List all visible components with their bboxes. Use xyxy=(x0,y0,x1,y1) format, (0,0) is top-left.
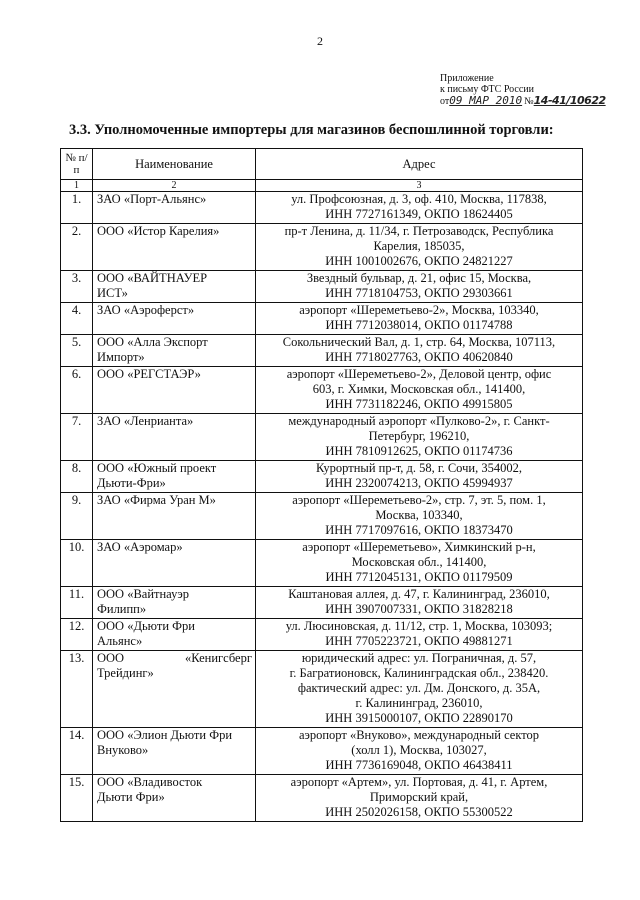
table-row xyxy=(61,540,583,587)
address-line: ИНН 3915000107, ОКПО 22890170 xyxy=(325,711,513,725)
table-row xyxy=(61,619,583,651)
table-row xyxy=(61,461,583,493)
address-line: Московская обл., 141400, xyxy=(351,555,487,569)
row-number: 4. xyxy=(61,303,93,335)
address-line: ИНН 1001002676, ОКПО 24821227 xyxy=(325,254,513,268)
address-line: Приморский край, xyxy=(369,790,469,804)
row-number: 10. xyxy=(61,540,93,587)
row-name xyxy=(93,619,256,651)
importers-table xyxy=(60,148,583,822)
name-line: ООО «РЕГСТАЭР» xyxy=(97,367,201,381)
name-line: Дьюти Фри» xyxy=(97,790,165,804)
address-line: юридический адрес: ул. Пограничная, д. 57, xyxy=(301,651,537,665)
name-line: ИСТ» xyxy=(97,286,128,300)
row-number: 6. xyxy=(61,367,93,414)
name-line: ООО «Вайтнауэр xyxy=(97,587,189,601)
address-line: 603, г. Химки, Московская обл., 141400, xyxy=(312,382,526,396)
address-line: Звездный бульвар, д. 21, офис 15, Москва, xyxy=(306,271,532,285)
appendix-reference xyxy=(440,95,606,107)
name-line: ООО «Дьюти Фри xyxy=(97,619,195,633)
address-line: ИНН 2502026158, ОКПО 55300522 xyxy=(325,805,513,819)
address-line: ул. Люсиновская, д. 11/12, стр. 1, Москва, 103093; xyxy=(285,619,553,633)
row-address xyxy=(256,775,583,822)
name-line: ООО «Элион Дьюти Фри xyxy=(97,728,233,742)
row-name xyxy=(93,540,256,587)
row-number: 1. xyxy=(61,192,93,224)
row-number: 15. xyxy=(61,775,93,822)
row-number: 12. xyxy=(61,619,93,651)
address-line: Петербург, 196210, xyxy=(368,429,470,443)
row-number: 7. xyxy=(61,414,93,461)
address-line: фактический адрес: ул. Дм. Донского, д. 35А, xyxy=(297,681,541,695)
table-row xyxy=(61,728,583,775)
address-line: ИНН 7712045131, ОКПО 01179509 xyxy=(325,570,513,584)
address-line: ИНН 3907007331, ОКПО 31828218 xyxy=(325,602,513,616)
address-line: международный аэропорт «Пулково-2», г. Санкт- xyxy=(288,414,550,428)
row-name xyxy=(93,192,256,224)
address-line: аэропорт «Шереметьево-2», Деловой центр, офис xyxy=(286,367,552,381)
address-line: ИНН 7712038014, ОКПО 01174788 xyxy=(325,318,513,332)
row-address xyxy=(256,224,583,271)
address-line: г. Калининград, 236010, xyxy=(355,696,483,710)
name-line: ЗАО «Порт-Альянс» xyxy=(97,192,207,206)
row-name xyxy=(93,461,256,493)
address-line: ИНН 7717097616, ОКПО 18373470 xyxy=(325,523,513,537)
from-label: от xyxy=(440,96,450,107)
row-address xyxy=(256,335,583,367)
address-line: пр-т Ленина, д. 11/34, г. Петрозаводск, Республика xyxy=(284,224,554,238)
address-line: ИНН 7810912625, ОКПО 01174736 xyxy=(325,444,513,458)
number-label: № xyxy=(524,96,534,107)
address-line: ул. Профсоюзная, д. 3, оф. 410, Москва, 117838, xyxy=(291,192,547,206)
name-word: «Кенигсберг xyxy=(185,651,252,665)
column-number-row xyxy=(61,180,583,192)
table-row xyxy=(61,271,583,303)
row-address xyxy=(256,728,583,775)
appendix-letter: к письму ФТС России xyxy=(440,84,534,95)
address-line: ИНН 7718027763, ОКПО 40620840 xyxy=(325,350,513,364)
letter-date: 09 МАР 2010 xyxy=(449,94,523,107)
row-address xyxy=(256,587,583,619)
row-address xyxy=(256,367,583,414)
appendix-title: Приложение xyxy=(440,73,494,84)
table-row xyxy=(61,775,583,822)
address-line: Курортный пр-т, д. 58, г. Сочи, 354002, xyxy=(316,461,522,475)
appendix-block xyxy=(440,73,606,107)
row-name xyxy=(93,271,256,303)
row-number: 2. xyxy=(61,224,93,271)
row-name xyxy=(93,728,256,775)
row-name xyxy=(93,367,256,414)
address-line: аэропорт «Шереметьево-2», стр. 7, эт. 5, пом. 1, xyxy=(292,493,546,507)
address-line: ИНН 2320074213, ОКПО 45994937 xyxy=(325,476,513,490)
address-line: ИНН 7736169048, ОКПО 46438411 xyxy=(325,758,513,772)
name-line: ООО «Владивосток xyxy=(97,775,203,789)
address-line: Каштановая аллея, д. 47, г. Калининград, 236010, xyxy=(288,587,550,601)
name-line: Трейдинг» xyxy=(97,666,154,680)
name-line: ЗАО «Фирма Уран М» xyxy=(97,493,216,507)
row-number: 11. xyxy=(61,587,93,619)
column-number: 1 xyxy=(61,180,93,192)
address-line: Карелия, 185035, xyxy=(373,239,465,253)
name-word: ООО xyxy=(97,651,125,665)
table-row xyxy=(61,414,583,461)
row-address xyxy=(256,493,583,540)
name-line: ЗАО «Аэроферст» xyxy=(97,303,195,317)
address-line: аэропорт «Шереметьево-2», Москва, 103340, xyxy=(299,303,539,317)
address-line: ИНН 7718104753, ОКПО 29303661 xyxy=(325,286,513,300)
name-line xyxy=(97,651,252,666)
address-line: ИНН 7727161349, ОКПО 18624405 xyxy=(325,207,513,221)
row-address xyxy=(256,414,583,461)
row-name xyxy=(93,651,256,728)
table-row xyxy=(61,192,583,224)
row-address xyxy=(256,192,583,224)
name-line: ООО «ВАЙТНАУЕР xyxy=(97,271,208,285)
row-address xyxy=(256,461,583,493)
column-number: 3 xyxy=(256,180,583,192)
row-number: 5. xyxy=(61,335,93,367)
table-row xyxy=(61,224,583,271)
row-address xyxy=(256,303,583,335)
address-line: Сокольнический Вал, д. 1, стр. 64, Москва, 107113, xyxy=(282,335,556,349)
row-number: 13. xyxy=(61,651,93,728)
row-number: 9. xyxy=(61,493,93,540)
address-line: аэропорт «Артем», ул. Портовая, д. 41, г. Артем, xyxy=(290,775,548,789)
name-line: Внуково» xyxy=(97,743,149,757)
name-line: ООО «Южный проект xyxy=(97,461,217,475)
row-address xyxy=(256,540,583,587)
name-line: Филипп» xyxy=(97,602,147,616)
row-number: 3. xyxy=(61,271,93,303)
table-row xyxy=(61,367,583,414)
address-line: ИНН 7705223721, ОКПО 49881271 xyxy=(325,634,513,648)
address-line: аэропорт «Шереметьево», Химкинский р-н, xyxy=(302,540,536,554)
table-row xyxy=(61,335,583,367)
table-row xyxy=(61,651,583,728)
row-name xyxy=(93,775,256,822)
address-line: Москва, 103340, xyxy=(375,508,463,522)
row-name xyxy=(93,303,256,335)
name-line: ЗАО «Ленрианта» xyxy=(97,414,194,428)
table-row xyxy=(61,303,583,335)
letter-number: 14-41/10622 xyxy=(533,94,606,107)
table-header-row xyxy=(61,149,583,180)
row-address xyxy=(256,271,583,303)
row-name xyxy=(93,224,256,271)
name-line: Дьюти-Фри» xyxy=(97,476,166,490)
name-line: ООО «Истор Карелия» xyxy=(97,224,220,238)
row-number: 14. xyxy=(61,728,93,775)
row-name xyxy=(93,493,256,540)
name-line: ООО «Алла Экспорт xyxy=(97,335,208,349)
name-line: ЗАО «Аэромар» xyxy=(97,540,183,554)
header-address: Адрес xyxy=(256,149,583,180)
name-line: Импорт» xyxy=(97,350,145,364)
header-num: № п/п xyxy=(61,149,93,180)
row-address xyxy=(256,619,583,651)
column-number: 2 xyxy=(93,180,256,192)
address-line: ИНН 7731182246, ОКПО 49915805 xyxy=(325,397,513,411)
address-line: аэропорт «Внуково», международный сектор xyxy=(298,728,540,742)
header-name: Наименование xyxy=(93,149,256,180)
row-address xyxy=(256,651,583,728)
address-line: (холл 1), Москва, 103027, xyxy=(351,743,487,757)
name-line: Альянс» xyxy=(97,634,143,648)
address-line: г. Багратионовск, Калининградская обл., 238420. xyxy=(289,666,549,680)
row-name xyxy=(93,335,256,367)
section-title: 3.3. Уполномоченные импортеры для магазинов беспошлинной торговли: xyxy=(69,122,554,138)
row-number: 8. xyxy=(61,461,93,493)
table-row xyxy=(61,587,583,619)
row-name xyxy=(93,414,256,461)
row-name xyxy=(93,587,256,619)
page-number: 2 xyxy=(317,34,323,48)
table-row xyxy=(61,493,583,540)
